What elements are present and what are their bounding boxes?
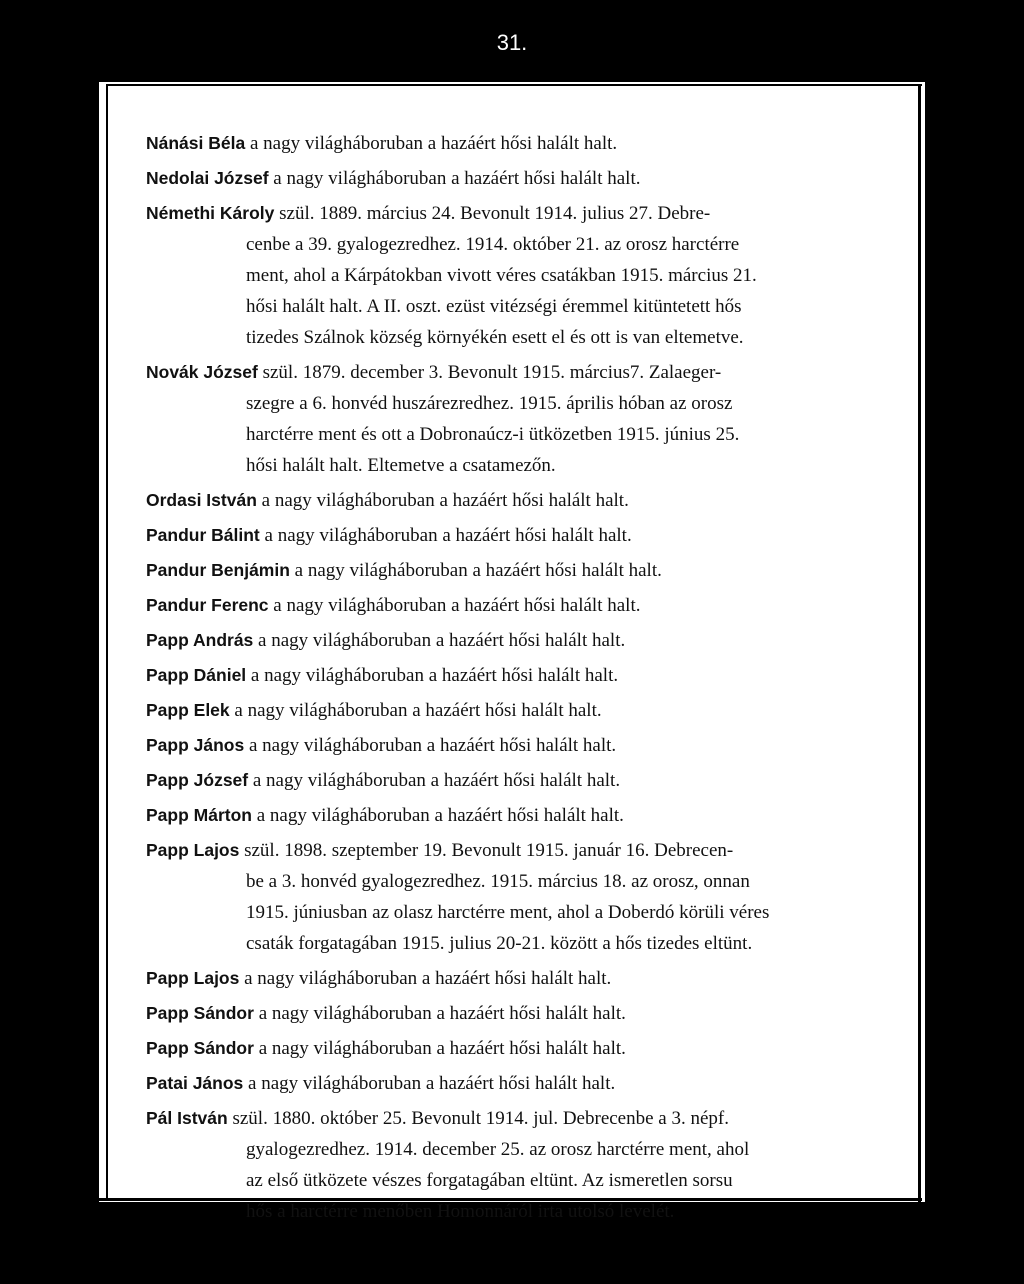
entry-line <box>146 1134 870 1165</box>
entry-name: Papp Dániel <box>146 665 247 685</box>
entry-line <box>146 625 870 656</box>
entry-text: cenbe a 39. gyalogezredhez. 1914. október 21. az orosz harctérre <box>246 234 740 255</box>
entry-name: Papp András <box>146 630 254 650</box>
memorial-entry <box>146 163 870 194</box>
memorial-entry <box>146 520 870 551</box>
memorial-entry <box>146 1103 870 1227</box>
entry-text: a nagy világháboruban a hazáért hősi halált halt. <box>264 525 632 546</box>
entry-name: Ordasi István <box>146 490 257 510</box>
entry-line <box>146 322 870 353</box>
entry-line <box>146 695 870 726</box>
entry-name: Némethi Károly <box>146 203 275 223</box>
entry-text: a nagy világháboruban a hazáért hősi halált halt. <box>258 1038 626 1059</box>
entry-name: Patai János <box>146 1073 244 1093</box>
entry-line <box>146 229 870 260</box>
memorial-entry <box>146 1033 870 1064</box>
frame-top-border <box>106 84 922 86</box>
entry-line <box>146 928 870 959</box>
memorial-entry <box>146 730 870 761</box>
entry-line <box>146 555 870 586</box>
entry-line <box>146 1196 870 1227</box>
entry-line <box>146 260 870 291</box>
memorial-entry <box>146 998 870 1029</box>
entry-text: a nagy világháboruban a hazáért hősi halált halt. <box>258 1003 626 1024</box>
entry-text: a nagy világháboruban a hazáért hősi halált halt. <box>244 968 612 989</box>
entry-name: Papp Sándor <box>146 1038 254 1058</box>
memorial-entry <box>146 1068 870 1099</box>
page-number: 31. <box>496 30 528 55</box>
entry-line <box>146 963 870 994</box>
entry-name: Papp János <box>146 735 245 755</box>
entry-line <box>146 897 870 928</box>
entry-line <box>146 1165 870 1196</box>
entry-line <box>146 485 870 516</box>
entry-text: a nagy világháboruban a hazáért hősi halált halt. <box>234 700 602 721</box>
entry-text: szegre a 6. honvéd huszárezredhez. 1915. április hóban az orosz <box>246 393 733 414</box>
entry-line <box>146 660 870 691</box>
entry-text: harctérre ment és ott a Dobronaúcz-i ütközetben 1915. június 25. <box>246 424 740 445</box>
entry-name: Pál István <box>146 1108 228 1128</box>
memorial-entry <box>146 765 870 796</box>
entry-text: szül. 1898. szeptember 19. Bevonult 1915. január 16. Debrecen- <box>244 840 734 861</box>
entry-text: a nagy világháboruban a hazáért hősi halált halt. <box>261 490 629 511</box>
entry-line <box>146 866 870 897</box>
memorial-entry <box>146 695 870 726</box>
memorial-entry <box>146 800 870 831</box>
entry-text: a nagy világháboruban a hazáért hősi halált halt. <box>249 133 618 154</box>
entry-name: Papp Lajos <box>146 968 240 988</box>
entry-line <box>146 1103 870 1134</box>
entry-name: Nánási Béla <box>146 133 246 153</box>
memorial-entry <box>146 963 870 994</box>
entry-line <box>146 1068 870 1099</box>
entry-text: a nagy világháboruban a hazáért hősi halált halt. <box>250 665 619 686</box>
entry-text: szül. 1889. március 24. Bevonult 1914. julius 27. Debre- <box>279 203 711 224</box>
entry-line <box>146 388 870 419</box>
entry-text: a nagy világháboruban a hazáért hősi halált halt. <box>294 560 662 581</box>
frame-right-border <box>918 84 921 1202</box>
entry-text: a nagy világháboruban a hazáért hősi halált halt. <box>256 805 624 826</box>
memorial-entry <box>146 625 870 656</box>
frame-left-border <box>106 84 108 1198</box>
entry-line <box>146 128 870 159</box>
entry-text: a nagy világháboruban a hazáért hősi halált halt. <box>273 595 641 616</box>
entry-line <box>146 198 870 229</box>
entry-line <box>146 800 870 831</box>
memorial-entry <box>146 555 870 586</box>
entry-line <box>146 1033 870 1064</box>
entry-name: Nedolai József <box>146 168 269 188</box>
entry-text: tizedes Szálnok község környékén esett el és ott is van eltemetve. <box>246 327 744 348</box>
entry-name: Papp Sándor <box>146 1003 254 1023</box>
entry-line <box>146 291 870 322</box>
entry-line <box>146 450 870 481</box>
memorial-entry <box>146 835 870 959</box>
memorial-entry <box>146 198 870 353</box>
entry-text: a nagy világháboruban a hazáért hősi halált halt. <box>248 1073 616 1094</box>
entry-line <box>146 520 870 551</box>
entry-name: Novák József <box>146 362 258 382</box>
entry-text: szül. 1879. december 3. Bevonult 1915. március7. Zalaeger- <box>262 362 722 383</box>
memorial-entry <box>146 590 870 621</box>
entry-name: Papp József <box>146 770 249 790</box>
entry-text: hősi halált halt. A II. oszt. ezüst vitézségi éremmel kitüntetett hős <box>246 296 742 317</box>
memorial-entry <box>146 357 870 481</box>
entry-line <box>146 835 870 866</box>
entry-line <box>146 357 870 388</box>
entry-text: 1915. júniusban az olasz harctérre ment, ahol a Doberdó körüli véres <box>246 902 770 923</box>
entry-text: az első ütközete vészes forgatagában eltünt. Az ismeretlen sorsu <box>246 1170 733 1191</box>
entry-text: szül. 1880. október 25. Bevonult 1914. jul. Debrecenbe a 3. népf. <box>232 1108 729 1129</box>
entry-name: Papp Márton <box>146 805 252 825</box>
entry-text: csaták forgatagában 1915. julius 20-21. között a hős tizedes eltünt. <box>246 933 753 954</box>
entry-name: Pandur Ferenc <box>146 595 269 615</box>
entry-text: gyalogezredhez. 1914. december 25. az orosz harctérre ment, ahol <box>246 1139 750 1160</box>
entry-line <box>146 419 870 450</box>
entry-text: a nagy világháboruban a hazáért hősi halált halt. <box>273 168 641 189</box>
memorial-entry <box>146 660 870 691</box>
memorial-entry <box>146 485 870 516</box>
entry-name: Pandur Bálint <box>146 525 260 545</box>
entry-text: a nagy világháboruban a hazáért hősi halált halt. <box>248 735 617 756</box>
entry-line <box>146 730 870 761</box>
entry-name: Pandur Benjámin <box>146 560 290 580</box>
entry-text: a nagy világháboruban a hazáért hősi halált halt. <box>258 630 626 651</box>
entry-line <box>146 998 870 1029</box>
entry-text: a nagy világháboruban a hazáért hősi halált halt. <box>252 770 621 791</box>
entry-text: hős a harctérre menőben Homonnáról irta utolsó levelét. <box>246 1201 675 1222</box>
entry-line <box>146 765 870 796</box>
entry-name: Papp Lajos <box>146 840 240 860</box>
entry-text: hősi halált halt. Eltemetve a csatamezőn. <box>246 455 556 476</box>
entry-name: Papp Elek <box>146 700 230 720</box>
entry-text: ment, ahol a Kárpátokban vivott véres csatákban 1915. március 21. <box>246 265 757 286</box>
entry-list <box>146 128 870 1231</box>
entry-text: be a 3. honvéd gyalogezredhez. 1915. március 18. az orosz, onnan <box>246 871 750 892</box>
entry-line <box>146 163 870 194</box>
memorial-entry <box>146 128 870 159</box>
entry-line <box>146 590 870 621</box>
